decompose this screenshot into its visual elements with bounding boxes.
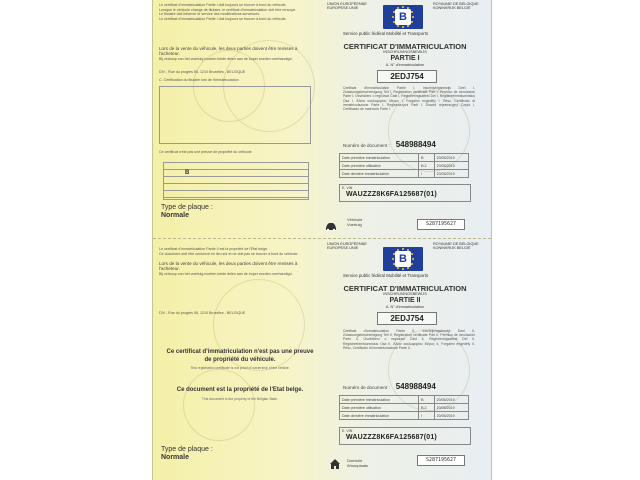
eu-star-icon [397,267,399,269]
eu-star-icon [411,11,413,13]
license-plate-number: 2EDJ754 [377,312,437,325]
table-row: Date première immatriculation B 20/05/2019 [340,396,469,404]
part1-sale-instruction: Lors de la vente du véhicule, les deux parties doivent être remises à l'acheteur. Bij verkoop van het voertuig moeten beide delen aan de koper worden overhandigd. [159,46,298,61]
certificate-subtitle: INSCHRIJVINGSBEWIJS [383,50,427,54]
certificate-part-1 [153,0,491,238]
part1-checklist-lines [163,162,309,200]
eu-star-icon [402,268,404,270]
eu-belgium-flag [383,5,423,29]
part2-intro-text: Le certificat d'immatriculation Partie II est la propriété de l'Etat belge. Ce document doit être conservé en lieu sûr et ne doit pas se trouver à bord du véhicule. [159,247,299,256]
part1-checklist-label: Ce certificat n'est pas une preuve de propriété du véhicule [159,150,252,154]
kingdom-label: ROYAUME DE BELGIQUE KONINKRIJK BELGIË [433,242,479,251]
table-row: Date première immatriculation B 20/05/2019 [340,154,469,162]
guilloche-pattern [183,369,255,441]
document-number-row: Numéro de document : 548988494 [343,140,436,149]
serial-number: S287195627 [417,455,465,466]
part2-address: DIV - Rue du progrès 56, 1210 Bruxelles - BELGIQUE [159,311,246,315]
plate-type-value: Normale [161,454,190,461]
part1-address: DIV - Rue du progrès 56, 1210 Bruxelles - BELGIQUE [159,70,246,74]
belgium-letter: B [395,9,411,25]
vin-box: E. VIN WAUZZZ8K6FA125687(01) [339,184,471,202]
state-property-note: Ce document est la propriété de l'Etat belge. [176,387,304,393]
part1-holder-box [159,86,311,144]
car-icon [325,218,337,236]
eu-label: UNION EUROPÉENNE EUROPESE UNIE [327,2,367,11]
ownership-note-en: This registration certificate is not proof of ownership of the vehicle. [190,366,290,370]
eu-label: UNION EUROPÉENNE EUROPESE UNIE [327,242,367,251]
eu-star-icon [411,263,413,265]
eu-star-icon [407,267,409,269]
domicile-label: Domicile Woonplaats [347,458,369,468]
table-row: Date dernière immatriculation I 20/05/2019 [340,170,469,178]
eu-star-icon [402,248,404,250]
part1-intro-text: Le certificat d'immatriculation Partie I doit toujours se trouver à bord du véhicule. Lorsque le véhicule change de titulaire, le certificat d'immatriculation doit être renvoyé. Le titulaire doit informer le service des modifications survenues. Le certificat d'immatriculation Partie I doit toujours se trouver à bord du véhicule. [159,3,297,21]
registration-number-label: A. N° d'immatriculation [385,305,425,309]
b-field-label: B [185,170,190,176]
certificate-subtitle: INSCHRIJVINGSBEWIJS [383,292,427,296]
part-label: PARTIE I [390,55,420,62]
registration-dates-table [339,153,469,178]
eu-star-icon [392,258,394,260]
serial-number: S287195627 [417,219,465,230]
multilingual-paragraph: Certificat d'immatriculation Partie I, Inschrijvingsbewijs Deel I, Zulassungsbescheinigung Teil I, Registration certificate Part I, Permiso de circulación Parte I, Osvědčení o registraci Část I, Registreringsattest Del I, Registreerimistunnistus Osa I, Άδεια κυκλοφορίας Μέρος I, Forgalmi engedély I. Rész, Certificato di immatricolazione Parte I, Reġistrazzjoni Parti I, Dowód rejestracyjny Część I, Certificado de matrícula Parte I. [343,86,475,112]
eu-star-icon [412,16,414,18]
eu-star-icon [411,21,413,23]
license-plate-number: 2EDJ754 [377,70,437,83]
service-label: Service public fédéral Mobilité et Transports [343,273,429,278]
part1-cert-note: C. Certification du titulaire lors de l'immatriculation [159,78,239,82]
state-property-note-en: This document is the property of the Belgian State. [201,397,279,401]
multilingual-paragraph: Certificat d'immatriculation Partie II, Inschrijvingsbewijs Deel II, Zulassungsbescheinigung Teil II, Registration certificate Part II, Permiso de circulación Parte II, Osvědčení o registraci Část II, Registreringsattest Del II, Registreerimistunnistus Osa II, Άδεια κυκλοφορίας Μέρος II, Forgalmi engedély II. Rész, Certificato di immatricolazione Parte II. [343,329,475,350]
certificate-part-2 [153,238,491,480]
service-label: Service public fédéral Mobilité et Transports [343,31,429,36]
vehicle-type-label: Véhicule Voertuig [347,217,363,227]
eu-star-icon [397,25,399,27]
certificate-title: CERTIFICAT D'IMMATRICULATION [343,284,467,293]
plate-type-label: Type de plaque : [161,204,213,211]
kingdom-label: ROYAUME DE BELGIQUE KONINKRIJK BELGIË [433,2,479,11]
registration-dates-table [339,395,469,420]
table-row: Date première utilisation B.2 20/05/2019 [340,162,469,170]
plate-type-value: Normale [161,212,190,219]
table-row: Date dernière immatriculation I 20/05/2019 [340,412,469,420]
belgium-letter: B [395,251,411,267]
eu-star-icon [407,25,409,27]
vin-number: WAUZZZ8K6FA125687(01) [346,191,437,198]
eu-star-icon [411,253,413,255]
part2-sale-instruction: Lors de la vente du véhicule, les deux parties doivent être remises à l'acheteur. Bij verkoop van het voertuig moeten beide delen aan de koper worden overhandigd. [159,261,298,276]
table-row: Date première utilisation B.2 20/05/2019 [340,404,469,412]
eu-star-icon [412,258,414,260]
home-icon [329,457,341,475]
document-number: 548988494 [395,382,436,391]
document-number: 548988494 [395,140,436,149]
registration-number-label: A. N° d'immatriculation [385,63,425,67]
ownership-note: Ce certificat d'immatriculation n'est pas une preuve de propriété du véhicule. [166,349,314,363]
eu-star-icon [402,6,404,8]
document-number-row: Numéro de document : 548988494 [343,382,436,391]
eu-star-icon [392,16,394,18]
registration-certificate-document [152,0,492,480]
part-label: PARTIE II [389,297,421,304]
eu-belgium-flag [383,247,423,271]
vin-number: WAUZZZ8K6FA125687(01) [346,434,437,441]
vin-box: E. VIN WAUZZZ8K6FA125687(01) [339,427,471,445]
eu-star-icon [402,26,404,28]
certificate-title: CERTIFICAT D'IMMATRICULATION [343,42,467,51]
plate-type-label: Type de plaque : [161,446,213,453]
